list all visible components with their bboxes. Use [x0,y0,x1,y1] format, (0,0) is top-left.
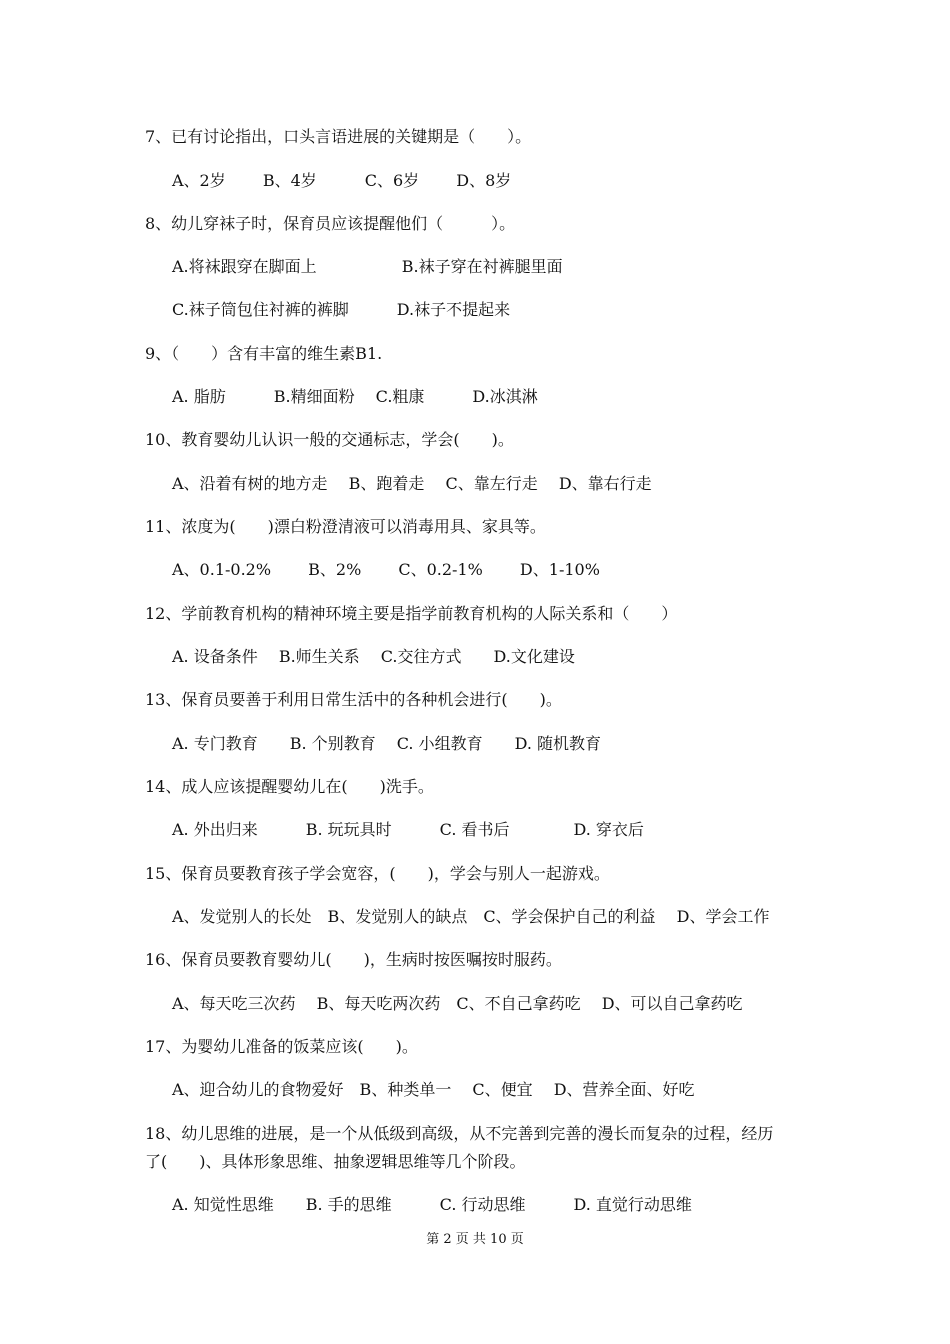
question-9-stem: 9、（ ）含有丰富的维生素B1. [145,344,383,363]
question-14-options: A. 外出归来 B. 玩玩具时 C. 看书后 D. 穿衣后 [172,820,644,839]
question-11-options: A、0.1-0.2% B、2% C、0.2-1% D、1-10% [172,560,600,579]
question-12-options: A. 设备条件 B.师生关系 C.交往方式 D.文化建设 [172,647,575,666]
question-12-stem: 12、学前教育机构的精神环境主要是指学前教育机构的人际关系和（ ） [145,604,678,623]
question-18-stem-continued: 了( )、具体形象思维、抽象逻辑思维等几个阶段。 [145,1152,526,1171]
question-8-stem: 8、幼儿穿袜子时，保育员应该提醒他们（ ）。 [145,214,516,233]
question-10-stem: 10、教育婴幼儿认识一般的交通标志，学会( )。 [145,430,514,449]
question-15-options: A、发觉别人的长处 B、发觉别人的缺点 C、学会保护自己的利益 D、学会工作 [172,907,770,926]
question-9-options: A. 脂肪 B.精细面粉 C.粗康 D.冰淇淋 [172,387,538,406]
question-10-options: A、沿着有树的地方走 B、跑着走 C、靠左行走 D、靠右行走 [172,474,652,493]
page-footer: 第 2 页 共 10 页 [426,1232,524,1247]
question-18-stem: 18、幼儿思维的进展，是一个从低级到高级，从不完善到完善的漫长而复杂的过程，经历 [145,1124,774,1143]
question-7-stem: 7、已有讨论指出，口头言语进展的关键期是（ ）。 [145,127,532,146]
question-17-options: A、迎合幼儿的食物爱好 B、种类单一 C、便宜 D、营养全面、好吃 [172,1080,695,1099]
question-17-stem: 17、为婴幼儿准备的饭菜应该( )。 [145,1037,418,1056]
question-13-stem: 13、保育员要善于利用日常生活中的各种机会进行( )。 [145,690,562,709]
question-15-stem: 15、保育员要教育孩子学会宽容，( )，学会与别人一起游戏。 [145,864,610,883]
question-11-stem: 11、浓度为( )漂白粉澄清液可以消毒用具、家具等。 [145,517,546,536]
question-16-options: A、每天吃三次药 B、每天吃两次药 C、不自己拿药吃 D、可以自己拿药吃 [172,994,743,1013]
question-14-stem: 14、成人应该提醒婴幼儿在( )洗手。 [145,777,434,796]
question-8-options-row2: C.袜子筒包住衬裤的裤脚 D.袜子不提起来 [172,300,511,319]
question-16-stem: 16、保育员要教育婴幼儿( )，生病时按医嘱按时服药。 [145,950,562,969]
question-7-options: A、2岁 B、4岁 C、6岁 D、8岁 [172,171,512,190]
question-8-options-row1: A.将袜跟穿在脚面上 B.袜子穿在衬裤腿里面 [172,257,563,276]
question-18-options: A. 知觉性思维 B. 手的思维 C. 行动思维 D. 直觉行动思维 [172,1195,692,1214]
question-13-options: A. 专门教育 B. 个别教育 C. 小组教育 D. 随机教育 [172,734,602,753]
